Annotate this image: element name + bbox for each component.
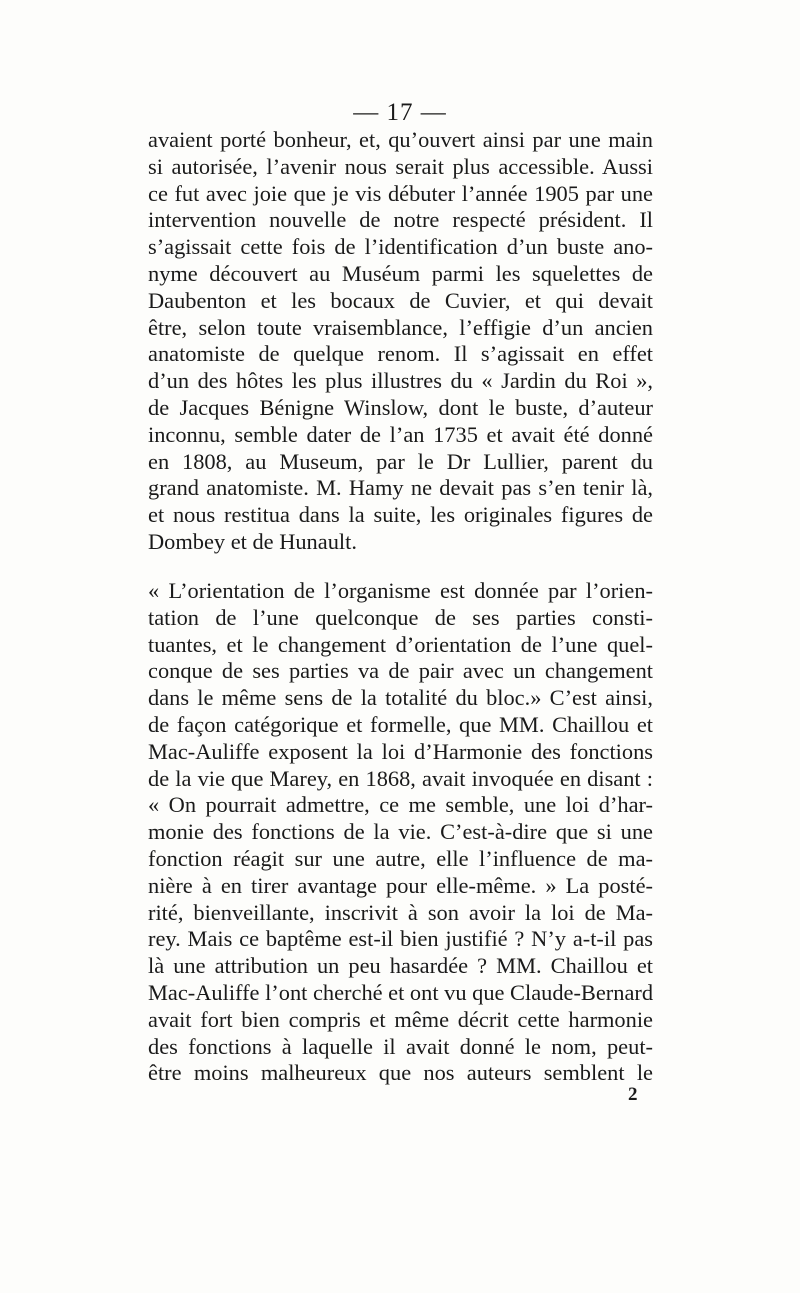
text-line: être moins malheureux que nos auteurs semblent le xyxy=(148,1060,653,1086)
text-line: de façon catégorique et formelle, que MM. Chaillou et xyxy=(148,711,653,737)
paragraph-1 xyxy=(148,127,653,556)
text-line: dans le même sens de la totalité du bloc.» C’est ainsi, xyxy=(148,685,653,711)
text-line: là une attribution un peu hasardée ? MM. Chaillou et xyxy=(148,953,653,979)
text-line: tuantes, et le changement d’orientation de l’une quel- xyxy=(148,631,653,657)
text-line: conque de ses parties va de pair avec un changement xyxy=(148,658,653,684)
paragraph-2 xyxy=(148,578,653,1087)
text-line: anatomiste de quelque renom. Il s’agissait en effet xyxy=(148,341,653,367)
text-line: être, selon toute vraisemblance, l’effigie d’un ancien xyxy=(148,314,653,340)
text-line: monie des fonctions de la vie. C’est-à-dire que si une xyxy=(148,819,653,845)
text-line: rité, bienveillante, inscrivit à son avoir la loi de Ma- xyxy=(148,899,653,925)
text-line: en 1808, au Museum, par le Dr Lullier, parent du xyxy=(148,448,653,474)
text-line: si autorisée, l’avenir nous serait plus accessible. Aussi xyxy=(148,153,653,179)
text-line: ce fut avec joie que je vis débuter l’année 1905 par une xyxy=(148,180,653,206)
text-line: Mac-Auliffe l’ont cherché et ont vu que Claude-Bernard xyxy=(148,979,654,1005)
text-line: fonction réagit sur une autre, elle l’influence de ma- xyxy=(148,845,653,871)
text-line: avait fort bien compris et même décrit cette harmonie xyxy=(148,1006,653,1032)
text-line: « On pourrait admettre, ce me semble, une loi d’har- xyxy=(148,792,653,818)
signature-mark: 2 xyxy=(628,1084,638,1105)
text-line: des fonctions à laquelle il avait donné le nom, peut- xyxy=(148,1033,653,1059)
text-line: grand anatomiste. M. Hamy ne devait pas s’en tenir là, xyxy=(148,475,653,501)
text-line: avaient porté bonheur, et, qu’ouvert ainsi par une main xyxy=(148,127,653,152)
text-line: s’agissait cette fois de l’identification d’un buste ano- xyxy=(148,234,653,260)
text-line: Dombey et de Hunault. xyxy=(148,528,357,554)
text-line: nière à en tirer avantage pour elle-même. » La posté- xyxy=(148,872,653,898)
text-line: « L’orientation de l’organisme est donnée par l’orien- xyxy=(148,578,653,603)
text-line: Daubenton et les bocaux de Cuvier, et qui devait xyxy=(148,287,653,313)
text-line: tation de l’une quelconque de ses parties consti- xyxy=(148,604,653,630)
text-line: rey. Mais ce baptême est-il bien justifié ? N’y a-t-il pas xyxy=(148,926,653,952)
text-line: intervention nouvelle de notre respecté président. Il xyxy=(148,207,653,233)
text-line: de la vie que Marey, en 1868, avait invoquée en disant : xyxy=(148,765,653,791)
text-line: inconnu, semble dater de l’an 1735 et avait été donné xyxy=(148,421,653,447)
page-number: — 17 — xyxy=(353,99,447,126)
text-line: Mac-Auliffe exposent la loi d’Harmonie des fonctions xyxy=(148,738,653,764)
text-line: d’un des hôtes les plus illustres du « Jardin du Roi », xyxy=(148,368,653,394)
text-line: de Jacques Bénigne Winslow, dont le buste, d’auteur xyxy=(148,394,653,420)
text-line: et nous restitua dans la suite, les originales figures de xyxy=(148,502,653,528)
text-line: nyme découvert au Muséum parmi les squelettes de xyxy=(148,260,653,286)
